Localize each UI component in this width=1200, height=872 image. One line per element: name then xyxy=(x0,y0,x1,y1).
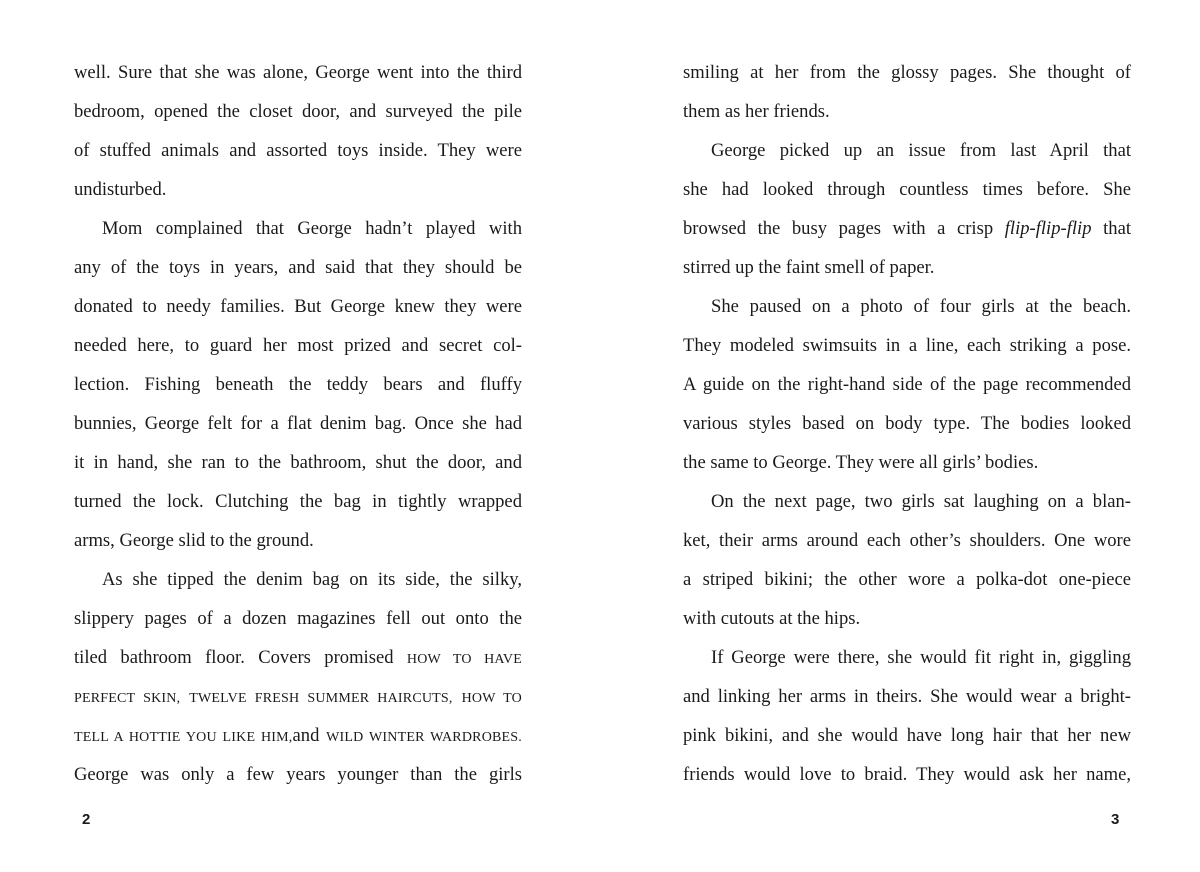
small-caps-run: WILD WINTER WARDROBES. xyxy=(326,730,522,745)
text-run: that xyxy=(1103,218,1131,239)
text-line: it in hand, she ran to the bathroom, shut the door, and xyxy=(74,452,522,473)
text-line: smiling at her from the glossy pages. She thought of xyxy=(683,62,1131,83)
text-run: and xyxy=(292,725,320,746)
text-line: friends would love to braid. They would ask her name, xyxy=(683,764,1131,785)
text-line: They modeled swimsuits in a line, each striking a pose. xyxy=(683,335,1131,356)
text-run: tiled bathroom floor. Covers promised xyxy=(74,647,394,668)
text-line: with cutouts at the hips. xyxy=(683,608,861,629)
text-run: browsed the busy pages with a crisp xyxy=(683,218,994,239)
text-line xyxy=(74,677,522,716)
text-line: them as her friends. xyxy=(683,101,830,122)
text-line: turned the lock. Clutching the bag in tightly wrapped xyxy=(74,491,522,512)
text-line: undisturbed. xyxy=(74,179,167,200)
text-line xyxy=(74,638,522,677)
right-page xyxy=(683,53,1131,794)
text-line: slippery pages of a dozen magazines fell out onto the xyxy=(74,608,522,629)
text-line: She paused on a photo of four girls at the beach. xyxy=(711,296,1131,317)
text-line: pink bikini, and she would have long hair that her new xyxy=(683,725,1131,746)
small-caps-run: HOW TO xyxy=(461,691,522,706)
page-number-right: 3 xyxy=(1111,811,1120,828)
text-line: arms, George slid to the ground. xyxy=(74,530,314,551)
page-number-left: 2 xyxy=(82,811,91,828)
text-line: of stuffed animals and assorted toys inside. They were xyxy=(74,140,522,161)
text-line: she had looked through countless times before. She xyxy=(683,179,1131,200)
small-caps-run: TELL A HOTTIE YOU LIKE HIM, xyxy=(74,730,293,745)
text-line: various styles based on body type. The bodies looked xyxy=(683,413,1131,434)
text-line: a striped bikini; the other wore a polka-dot one-piece xyxy=(683,569,1131,590)
small-caps-run: HOW TO HAVE xyxy=(406,652,522,667)
text-line: bunnies, George felt for a flat denim bag. Once she had xyxy=(74,413,522,434)
text-line: George was only a few years younger than the girls xyxy=(74,764,522,785)
text-line: and linking her arms in theirs. She would wear a bright- xyxy=(683,686,1131,707)
text-line: the same to George. They were all girls’ bodies. xyxy=(683,452,1039,473)
text-line: If George were there, she would fit right in, giggling xyxy=(711,647,1131,668)
text-line: On the next page, two girls sat laughing on a blan- xyxy=(711,491,1131,512)
left-page xyxy=(74,53,522,794)
text-line: A guide on the right-hand side of the page recommended xyxy=(683,374,1131,395)
text-line xyxy=(74,716,522,755)
small-caps-run: PERFECT SKIN, xyxy=(74,691,181,706)
text-line: Mom complained that George hadn’t played with xyxy=(102,218,522,239)
text-line: stirred up the faint smell of paper. xyxy=(683,257,935,278)
text-line: bedroom, opened the closet door, and surveyed the pile xyxy=(74,101,522,122)
text-line: ket, their arms around each other’s shoulders. One wore xyxy=(683,530,1131,551)
text-line: donated to needy families. But George knew they were xyxy=(74,296,522,317)
text-line: any of the toys in years, and said that they should be xyxy=(74,257,522,278)
text-line: lection. Fishing beneath the teddy bears and fluffy xyxy=(74,374,522,395)
italic-run: flip-flip-flip xyxy=(1004,218,1092,239)
text-line: well. Sure that she was alone, George went into the third xyxy=(74,62,522,83)
text-line: As she tipped the denim bag on its side, the silky, xyxy=(102,569,522,590)
text-line xyxy=(683,209,1131,248)
small-caps-run: TWELVE FRESH SUMMER HAIRCUTS, xyxy=(189,691,453,706)
text-line: George picked up an issue from last April that xyxy=(711,140,1131,161)
text-line: needed here, to guard her most prized and secret col- xyxy=(74,335,522,356)
